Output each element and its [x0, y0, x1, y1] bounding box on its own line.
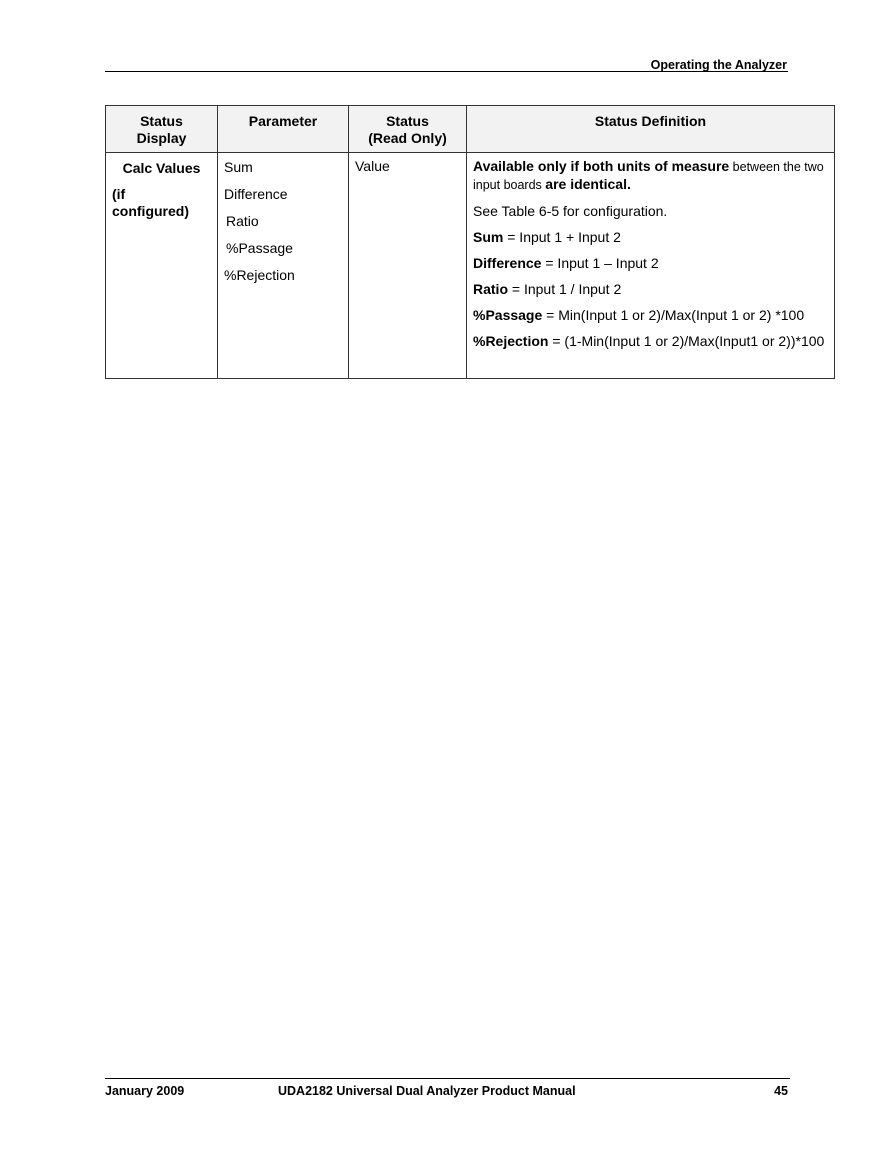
cell-parameter [218, 153, 349, 379]
header-parameter: Parameter [218, 106, 349, 153]
cell-status-value: Value [349, 153, 467, 379]
parameter-item: Difference [224, 186, 288, 202]
parameter-list [224, 158, 342, 284]
parameter-item: %Passage [226, 240, 293, 256]
sum-definition: Sum = Input 1 + Input 2 [473, 229, 621, 245]
header-status-read-only: Status (Read Only) [349, 106, 467, 153]
parameter-item: Ratio [226, 213, 259, 229]
see-table-note: See Table 6-5 for configuration. [473, 203, 668, 219]
table-row [106, 153, 835, 379]
ratio-definition: Ratio = Input 1 / Input 2 [473, 281, 622, 297]
availability-note: Available only if both units of measure between the two input boards are identical. [473, 158, 824, 192]
cell-status-definition [467, 153, 835, 379]
display-note: (if configured) [112, 186, 189, 219]
header-status-definition: Status Definition [467, 106, 835, 153]
footer-manual-title: UDA2182 Universal Dual Analyzer Product Manual [278, 1084, 576, 1098]
footer-rule [105, 1078, 790, 1079]
running-header-title: Operating the Analyzer [650, 58, 787, 72]
status-table [105, 105, 835, 379]
cell-status-display [106, 153, 218, 379]
display-name: Calc Values [122, 160, 201, 176]
parameter-item: %Rejection [224, 267, 295, 283]
difference-definition: Difference = Input 1 – Input 2 [473, 255, 659, 271]
footer-date: January 2009 [105, 1084, 185, 1098]
header-status-display: Status Display [106, 106, 218, 153]
rejection-definition: %Rejection = (1-Min(Input 1 or 2)/Max(Input1 or 2))*100 [473, 333, 825, 349]
passage-definition: %Passage = Min(Input 1 or 2)/Max(Input 1 or 2) *100 [473, 307, 805, 323]
header-rule [105, 71, 788, 72]
page-number: 45 [774, 1084, 788, 1098]
parameter-item: Sum [224, 159, 253, 175]
table-header-row [106, 106, 835, 153]
